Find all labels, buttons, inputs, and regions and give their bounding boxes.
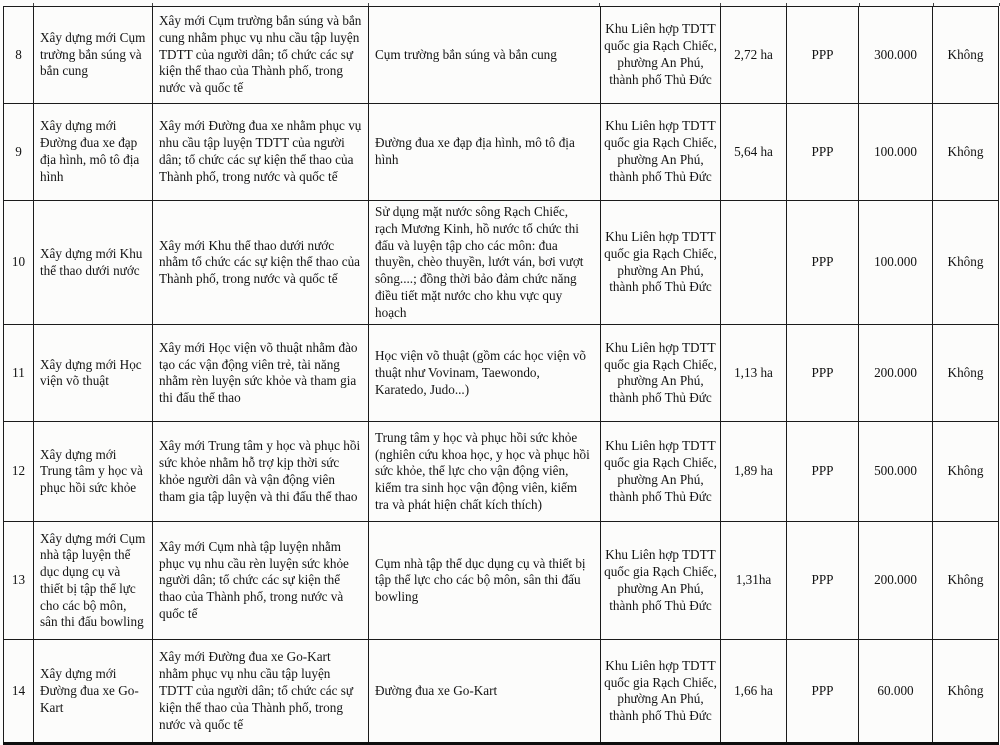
cell-capital: 100.000 [859, 104, 933, 201]
cell-note: Không [933, 640, 999, 744]
cell-investment-form: PPP [787, 640, 859, 744]
column-rule-stub [600, 3, 720, 6]
cell-scale-content: Trung tâm y học và phục hồi sức khỏe (nghiên cứu khoa học, y học và phục hồi sức khỏe, thể lực cho vận động viên, kiểm tra sinh học vận động viên, kiểm tra và phát hiện chất kích thích) [369, 422, 601, 522]
cell-capital: 100.000 [859, 201, 933, 325]
cell-scale-content: Đường đua xe đạp địa hình, mô tô địa hình [369, 104, 601, 201]
column-rule-stub [787, 3, 860, 6]
cell-objective: Xây mới Đường đua xe Go-Kart nhằm phục vụ nhu cầu tập luyện TDTT của người dân; tổ chức các sự kiện thể thao của Thành phố, trong nước và quốc tế [153, 640, 369, 744]
cell-area: 5,64 ha [721, 104, 787, 201]
column-rule-stub [34, 3, 153, 6]
cell-objective: Xây mới Cụm nhà tập luyện nhằm phục vụ nhu cầu rèn luyện sức khỏe người dân; tổ chức các sự kiện thể thao của Thành phố, trong nước và quốc tế [153, 522, 369, 640]
cell-no: 11 [4, 325, 34, 422]
cell-project-name: Xây dựng mới Cụm nhà tập luyện thể dục dụng cụ và thiết bị tập thể lực cho các bộ môn, sân thi đấu bowling [34, 522, 153, 640]
cell-investment-form: PPP [787, 104, 859, 201]
column-rule-stub [3, 3, 34, 6]
cell-objective: Xây mới Trung tâm y học và phục hồi sức khỏe nhằm hỗ trợ kịp thời sức khỏe người dân và vận động viên tham gia tập luyện và thi đấu thể thao [153, 422, 369, 522]
table-row [4, 522, 999, 640]
cell-project-name: Xây dựng mới Khu thể thao dưới nước [34, 201, 153, 325]
table-row [4, 104, 999, 201]
cell-area: 2,72 ha [721, 7, 787, 104]
cell-project-name: Xây dựng mới Đường đua xe Go-Kart [34, 640, 153, 744]
cell-no: 9 [4, 104, 34, 201]
projects-table [3, 6, 999, 745]
cell-no: 12 [4, 422, 34, 522]
table-row [4, 7, 999, 104]
cell-objective: Xây mới Cụm trường bắn súng và bắn cung nhằm phục vụ nhu cầu tập luyện TDTT của người dân; tổ chức các sự kiện thể thao của Thành phố, trong nước và quốc tế [153, 7, 369, 104]
cell-area: 1,89 ha [721, 422, 787, 522]
cell-note: Không [933, 7, 999, 104]
cell-no: 14 [4, 640, 34, 744]
cell-note: Không [933, 325, 999, 422]
cell-scale-content: Đường đua xe Go-Kart [369, 640, 601, 744]
cell-note: Không [933, 201, 999, 325]
column-rule-stub [721, 3, 788, 6]
cell-area: 1,31ha [721, 522, 787, 640]
table-row [4, 325, 999, 422]
column-rule-stub [153, 3, 369, 6]
cell-area: 1,66 ha [721, 640, 787, 744]
cell-objective: Xây mới Khu thể thao dưới nước nhằm tổ chức các sự kiện thể thao của Thành phố, trong nước và quốc tế [153, 201, 369, 325]
cell-scale-content: Sử dụng mặt nước sông Rạch Chiếc, rạch Mương Kinh, hồ nước tổ chức thi đấu và luyện tập cho các môn: đua thuyền, chèo thuyền, lướt ván, bơi vượt sông....; đồng thời bảo đảm chức năng điều tiết mặt nước cho khu vực quy hoạch [369, 201, 601, 325]
cell-capital: 200.000 [859, 522, 933, 640]
cell-note: Không [933, 104, 999, 201]
cell-capital: 300.000 [859, 7, 933, 104]
table-row [4, 640, 999, 744]
cell-no: 10 [4, 201, 34, 325]
cell-objective: Xây mới Học viện võ thuật nhằm đào tạo các vận động viên trẻ, tài năng nhằm rèn luyện sức khỏe và tham gia thi đấu thể thao [153, 325, 369, 422]
cell-no: 8 [4, 7, 34, 104]
cell-investment-form: PPP [787, 522, 859, 640]
cell-capital: 500.000 [859, 422, 933, 522]
cell-location: Khu Liên hợp TDTT quốc gia Rạch Chiếc, phường An Phú, thành phố Thủ Đức [601, 7, 721, 104]
cell-capital: 60.000 [859, 640, 933, 744]
cell-location: Khu Liên hợp TDTT quốc gia Rạch Chiếc, phường An Phú, thành phố Thủ Đức [601, 325, 721, 422]
table-row [4, 422, 999, 522]
table-top-edge [3, 3, 1000, 6]
cell-no: 13 [4, 522, 34, 640]
cell-project-name: Xây dựng mới Học viện võ thuật [34, 325, 153, 422]
cell-project-name: Xây dựng mới Trung tâm y học và phục hồi sức khỏe [34, 422, 153, 522]
cell-location: Khu Liên hợp TDTT quốc gia Rạch Chiếc, phường An Phú, thành phố Thủ Đức [601, 201, 721, 325]
column-rule-stub [369, 3, 601, 6]
cell-location: Khu Liên hợp TDTT quốc gia Rạch Chiếc, phường An Phú, thành phố Thủ Đức [601, 522, 721, 640]
cell-scale-content: Học viện võ thuật (gồm các học viện võ thuật như Vovinam, Taewondo, Karatedo, Judo...) [369, 325, 601, 422]
cell-area: 1,13 ha [721, 325, 787, 422]
cell-location: Khu Liên hợp TDTT quốc gia Rạch Chiếc, phường An Phú, thành phố Thủ Đức [601, 640, 721, 744]
cell-note: Không [933, 522, 999, 640]
column-rule-stub [934, 3, 1000, 6]
cell-location: Khu Liên hợp TDTT quốc gia Rạch Chiếc, phường An Phú, thành phố Thủ Đức [601, 422, 721, 522]
cell-scale-content: Cụm nhà tập thể dục dụng cụ và thiết bị tập thể lực cho các bộ môn, sân thi đấu bowling [369, 522, 601, 640]
cell-project-name: Xây dựng mới Đường đua xe đạp địa hình, mô tô địa hình [34, 104, 153, 201]
cell-investment-form: PPP [787, 325, 859, 422]
cell-note: Không [933, 422, 999, 522]
cell-location: Khu Liên hợp TDTT quốc gia Rạch Chiếc, phường An Phú, thành phố Thủ Đức [601, 104, 721, 201]
cell-capital: 200.000 [859, 325, 933, 422]
cell-objective: Xây mới Đường đua xe nhằm phục vụ nhu cầu tập luyện TDTT của người dân; tổ chức các sự kiện thể thao của Thành phố, trong nước và quốc tế [153, 104, 369, 201]
cell-investment-form: PPP [787, 422, 859, 522]
table-row [4, 201, 999, 325]
cell-investment-form: PPP [787, 7, 859, 104]
cell-area [721, 201, 787, 325]
column-rule-stub [860, 3, 935, 6]
cell-scale-content: Cụm trường bắn súng và bắn cung [369, 7, 601, 104]
cell-investment-form: PPP [787, 201, 859, 325]
cell-project-name: Xây dựng mới Cụm trường bắn súng và bắn cung [34, 7, 153, 104]
